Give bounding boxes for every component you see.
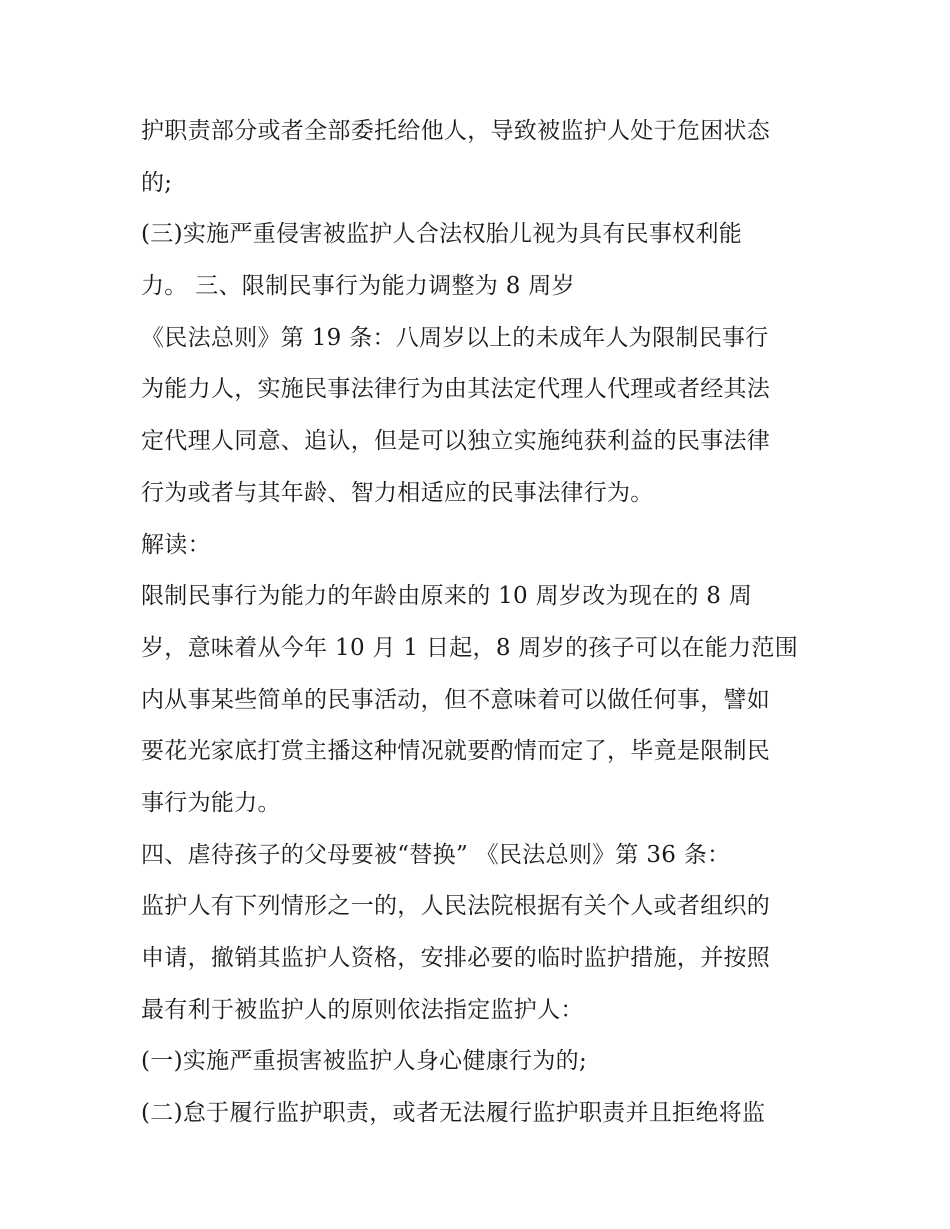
- text-line: 《民法总则》第 19 条：八周岁以上的未成年人为限制民事行: [141, 324, 769, 351]
- text-line: 限制民事行为能力的年龄由原来的 10 周岁改为现在的 8 周: [141, 583, 753, 610]
- text-line: 行为或者与其年龄、智力相适应的民事法律行为。: [141, 479, 654, 506]
- text-line: 的;: [141, 169, 173, 196]
- text-line: 事行为能力。: [141, 789, 281, 816]
- text-line: 力。 三、限制民事行为能力调整为 8 周岁: [141, 273, 575, 300]
- list-item: (一)实施严重损害被监护人身心健康行为的;: [141, 1048, 587, 1075]
- section-heading: 四、虐待孩子的父母要被“替换” 《民法总则》第 36 条：: [141, 841, 731, 868]
- text-line: 护职责部分或者全部委托给他人，导致被监护人处于危困状态: [141, 118, 771, 144]
- text-line: 定代理人同意、追认，但是可以独立实施纯获利益的民事法律: [141, 428, 771, 455]
- text-line: 内从事某些简单的民事活动，但不意味着可以做任何事，譬如: [141, 686, 771, 713]
- text-line: 岁，意味着从今年 10 月 1 日起，8 周岁的孩子可以在能力范围: [141, 634, 798, 661]
- text-line: 申请，撤销其监护人资格，安排必要的临时监护措施，并按照: [141, 945, 771, 971]
- list-item: (二)怠于履行监护职责，或者无法履行监护职责并且拒绝将监: [141, 1100, 766, 1127]
- text-line: 监护人有下列情形之一的，人民法院根据有关个人或者组织的: [141, 893, 771, 920]
- text-line: 为能力人，实施民事法律行为由其法定代理人代理或者经其法: [141, 376, 771, 403]
- section-label: 解读：: [141, 531, 211, 558]
- text-line: 要花光家底打赏主播这种情况就要酌情而定了，毕竟是限制民: [141, 738, 771, 765]
- text-line: (三)实施严重侵害被监护人合法权胎儿视为具有民事权利能: [141, 221, 743, 248]
- text-line: 最有利于被监护人的原则依法指定监护人：: [141, 996, 584, 1023]
- document-body: [141, 106, 821, 1140]
